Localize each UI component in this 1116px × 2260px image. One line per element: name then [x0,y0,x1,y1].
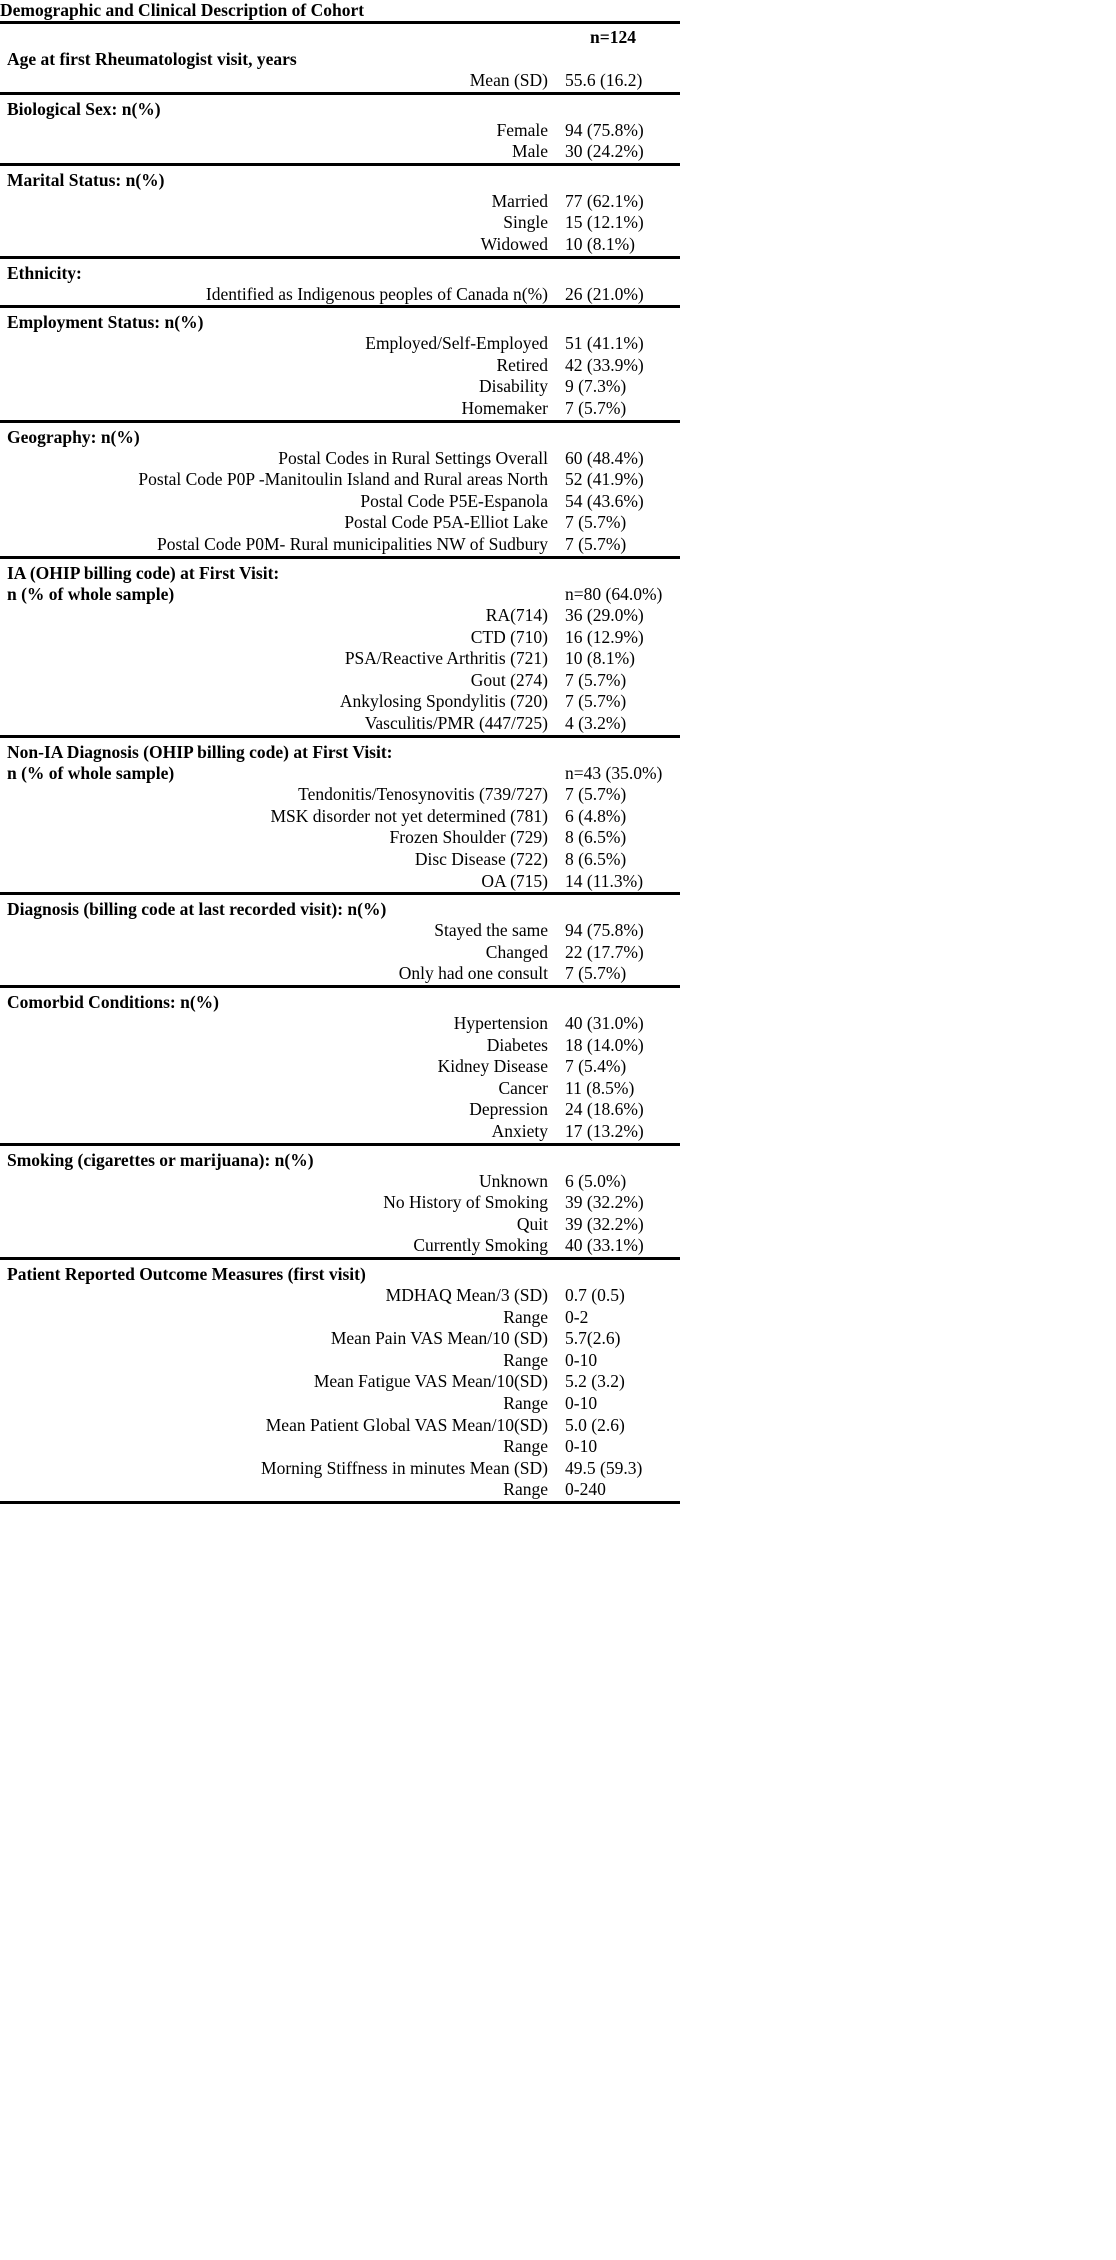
table-row [0,1013,680,1035]
section-heading: Comorbid Conditions: n(%) [7,992,219,1012]
section-heading: Biological Sex: n(%) [7,98,161,119]
row-label: Single [503,212,548,233]
table-row [0,212,680,234]
table-row [0,784,680,806]
row-label: Postal Codes in Rural Settings Overall [278,447,548,468]
table-row [0,1415,680,1437]
row-label: Married [491,190,548,211]
row-value: 40 (33.1%) [565,1235,644,1256]
row-label: Kidney Disease [437,1056,548,1077]
table-row [0,806,680,828]
row-value: 39 (32.2%) [565,1192,644,1213]
row-value: 10 (8.1%) [565,648,635,669]
table-row [0,713,680,735]
section-heading: Diagnosis (billing code at last recorded visit): n(%) [7,899,387,920]
row-value: 22 (17.7%) [565,941,644,962]
section [0,735,680,893]
row-label: Only had one consult [398,963,548,984]
table-row [0,1436,680,1458]
row-value: 7 (5.7%) [565,533,627,554]
cohort-table [0,0,680,1504]
row-label: RA(714) [485,605,548,626]
row-label: Range [503,1436,548,1457]
table-title: Demographic and Clinical Description of Cohort [0,0,365,20]
section-heading: Marital Status: n(%) [7,169,165,190]
row-label: Range [503,1479,548,1500]
table-row [0,1099,680,1121]
row-label: Postal Code P0P -Manitoulin Island and Rural areas North [138,469,548,490]
section-subheading: n (% of whole sample) [7,762,175,783]
section [0,1143,680,1257]
table-row [0,120,680,142]
row-label: No History of Smoking [383,1192,548,1213]
row-value: 24 (18.6%) [565,1099,644,1120]
table-row [0,1307,680,1329]
table-row [0,534,680,556]
row-value: 5.7(2.6) [565,1328,621,1349]
row-label: Morning Stiffness in minutes Mean (SD) [261,1457,548,1478]
row-value: 39 (32.2%) [565,1213,644,1234]
row-label: Anxiety [491,1120,548,1141]
table-row [0,920,680,942]
table-row [0,398,680,420]
table-row [0,1171,680,1193]
row-value: 9 (7.3%) [565,376,627,397]
section-subheading: n (% of whole sample) [7,583,175,604]
row-value: 51 (41.1%) [565,333,644,354]
section-heading: Age at first Rheumatologist visit, years [7,49,297,69]
section-heading: Non-IA Diagnosis (OHIP billing code) at First Visit: [7,741,393,762]
table-row [0,355,680,377]
section [0,892,680,985]
section-heading: IA (OHIP billing code) at First Visit: [7,562,280,583]
row-label: Range [503,1306,548,1327]
table-row [0,234,680,256]
table-row [0,1458,680,1480]
row-value: 18 (14.0%) [565,1034,644,1055]
row-label: OA (715) [481,870,548,891]
table-row [0,1192,680,1214]
row-value: 94 (75.8%) [565,920,644,941]
row-value: 7 (5.7%) [565,397,627,418]
table-row [0,670,680,692]
row-label: Male [512,141,548,162]
row-value: 0-10 [565,1349,598,1370]
table-row [0,141,680,163]
row-value: 8 (6.5%) [565,827,627,848]
section [0,420,680,556]
section-subtotal: n=43 (35.0%) [565,762,663,783]
row-label: Vasculitis/PMR (447/725) [364,713,548,734]
row-label: MDHAQ Mean/3 (SD) [385,1284,548,1305]
row-label: Employed/Self-Employed [365,333,548,354]
table-row [0,1214,680,1236]
row-value: 77 (62.1%) [565,190,644,211]
row-value: 94 (75.8%) [565,119,644,140]
section [0,92,680,163]
row-value: 49.5 (59.3) [565,1457,643,1478]
section-heading: Patient Reported Outcome Measures (first visit) [7,1263,366,1284]
section-heading: Employment Status: n(%) [7,312,204,333]
bottom-rule [0,1501,680,1504]
row-label: Gout (274) [470,669,548,690]
row-label: Frozen Shoulder (729) [389,827,548,848]
table-row [0,1285,680,1307]
row-label: Unknown [478,1170,548,1191]
section [0,256,680,306]
table-row [0,691,680,713]
row-label: Mean Fatigue VAS Mean/10(SD) [313,1371,548,1392]
table-row [0,491,680,513]
row-label: Quit [516,1213,548,1234]
table-row [0,1121,680,1143]
table-row [0,627,680,649]
row-label: Postal Code P5E-Espanola [360,490,548,511]
sample-size: n=124 [590,27,636,47]
row-label: Retired [496,354,548,375]
table-row [0,70,680,92]
row-label: Postal Code P0M- Rural municipalities NW of Sudbury [157,533,548,554]
row-label: Range [503,1392,548,1413]
table-row [0,1393,680,1415]
table-row [0,942,680,964]
row-label: Postal Code P5A-Elliot Lake [344,512,548,533]
row-label: Diabetes [486,1034,548,1055]
row-label: CTD (710) [470,626,548,647]
row-value: 60 (48.4%) [565,447,644,468]
row-value: 6 (5.0%) [565,1170,627,1191]
row-label: Widowed [480,233,548,254]
row-value: 7 (5.7%) [565,669,627,690]
row-label: Female [496,119,548,140]
row-value: 14 (11.3%) [565,870,644,891]
row-value: 36 (29.0%) [565,605,644,626]
table-row [0,191,680,213]
row-value: 0-10 [565,1392,598,1413]
row-label: PSA/Reactive Arthritis (721) [344,648,548,669]
row-label: Homemaker [461,397,548,418]
row-value: 15 (12.1%) [565,212,644,233]
table-row [0,605,680,627]
row-value: 7 (5.4%) [565,1056,627,1077]
table-row [0,448,680,470]
row-value: 7 (5.7%) [565,691,627,712]
row-value: 30 (24.2%) [565,141,644,162]
section [0,556,680,735]
row-value: 11 (8.5%) [565,1077,635,1098]
row-label: Stayed the same [434,920,548,941]
row-value: 40 (31.0%) [565,1013,644,1033]
table-row [0,1328,680,1350]
row-label: Cancer [498,1077,548,1098]
row-label: Depression [469,1099,548,1120]
row-value: 5.0 (2.6) [565,1414,625,1435]
table-row [0,1479,680,1501]
row-label: Range [503,1349,548,1370]
row-value: 16 (12.9%) [565,626,644,647]
table-row [0,871,680,893]
section [0,1257,680,1501]
row-value: 52 (41.9%) [565,469,644,490]
table-row [0,1035,680,1057]
row-label: Mean Patient Global VAS Mean/10(SD) [265,1414,548,1435]
table-row [0,284,680,306]
row-value: 6 (4.8%) [565,805,627,826]
row-value: 42 (33.9%) [565,354,644,375]
row-label: Currently Smoking [413,1235,548,1256]
table-row [0,1235,680,1257]
row-value: 0-10 [565,1436,598,1457]
row-label: MSK disorder not yet determined (781) [270,805,548,826]
row-label: Ankylosing Spondylitis (720) [339,691,548,712]
row-value: 7 (5.7%) [565,963,627,984]
row-label: Disability [478,376,548,397]
row-value: 7 (5.7%) [565,784,627,805]
table-row [0,648,680,670]
section-heading: Geography: n(%) [7,426,140,447]
table-body [0,49,680,1501]
table-row [0,469,680,491]
row-label: Identified as Indigenous peoples of Canada n(%) [205,283,548,304]
row-value: 5.2 (3.2) [565,1371,625,1392]
row-value: 17 (13.2%) [565,1120,644,1141]
table-row [0,1371,680,1393]
section [0,163,680,256]
section-heading: Ethnicity: [7,262,82,283]
table-row [0,333,680,355]
table-row [0,1350,680,1372]
section-subtotal: n=80 (64.0%) [565,583,663,604]
section [0,985,680,1143]
section-subheading-row [0,763,680,785]
table-row [0,512,680,534]
table-row [0,1078,680,1100]
table-row [0,376,680,398]
section [0,305,680,419]
table-row [0,963,680,985]
section-heading: Smoking (cigarettes or marijuana): n(%) [7,1149,314,1170]
section-subheading-row [0,584,680,606]
row-value: 0-240 [565,1479,606,1500]
row-value: 54 (43.6%) [565,490,644,511]
row-value: 55.6 (16.2) [565,70,643,90]
row-value: 8 (6.5%) [565,849,627,870]
row-label: Mean (SD) [469,70,548,90]
row-label: Mean Pain VAS Mean/10 (SD) [330,1328,548,1349]
table-row [0,849,680,871]
row-value: 26 (21.0%) [565,283,644,304]
row-label: Hypertension [453,1013,548,1033]
row-label: Disc Disease (722) [414,849,548,870]
row-value: 7 (5.7%) [565,512,627,533]
row-value: 0.7 (0.5) [565,1284,625,1305]
table-row [0,1056,680,1078]
row-value: 10 (8.1%) [565,233,635,254]
row-value: 0-2 [565,1306,589,1327]
table-row [0,827,680,849]
column-header [0,24,680,49]
row-value: 4 (3.2%) [565,713,627,734]
row-label: Tendonitis/Tenosynovitis (739/727) [298,784,548,805]
section [0,49,680,92]
row-label: Changed [485,941,548,962]
